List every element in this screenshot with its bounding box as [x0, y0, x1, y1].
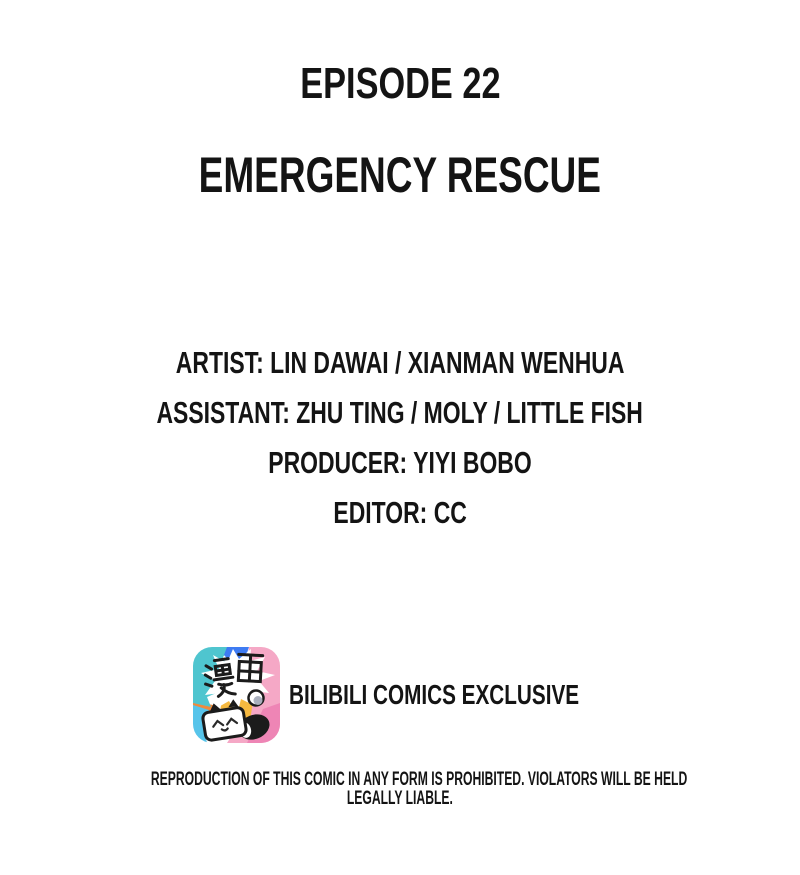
- credit-line-artist: [0, 338, 800, 388]
- credit-line-editor: [0, 488, 800, 538]
- credit-line-artist-text: ARTIST: LIN DAWAI / XIANMAN WENHUA: [175, 345, 625, 380]
- disclaimer-line-1-text: REPRODUCTION OF THIS COMIC IN ANY FORM IS PROHIBITED. VIOLATORS WILL BE HELD: [150, 769, 688, 790]
- chapter-title-text: EMERGENCY RESCUE: [198, 147, 602, 203]
- tv-body: [202, 707, 247, 741]
- credit-line-assistant-text: ASSISTANT: ZHU TING / MOLY / LITTLE FISH: [156, 395, 644, 430]
- credit-line-assistant: [0, 388, 800, 438]
- credit-line-editor-text: EDITOR: CC: [333, 495, 467, 530]
- credits-block: [0, 338, 800, 538]
- disclaimer-line-2: [0, 789, 800, 808]
- episode-heading-text: EPISODE 22: [299, 59, 501, 108]
- disclaimer-block: [0, 770, 800, 808]
- episode-heading: [0, 59, 800, 108]
- bilibili-comics-logo-icon: [193, 647, 280, 743]
- exclusive-label: BILIBILI COMICS EXCLUSIVE: [289, 679, 580, 710]
- exclusive-label-box: [289, 679, 607, 711]
- credit-line-producer: [0, 438, 800, 488]
- disclaimer-line-1: [0, 770, 800, 789]
- disclaimer-line-2-text: LEGALLY LIABLE.: [346, 788, 454, 809]
- publisher-row: [193, 647, 607, 743]
- chapter-title: [0, 147, 800, 203]
- logo-paw-ball: [254, 696, 263, 705]
- credit-line-producer-text: PRODUCER: YIYI BOBO: [268, 445, 532, 480]
